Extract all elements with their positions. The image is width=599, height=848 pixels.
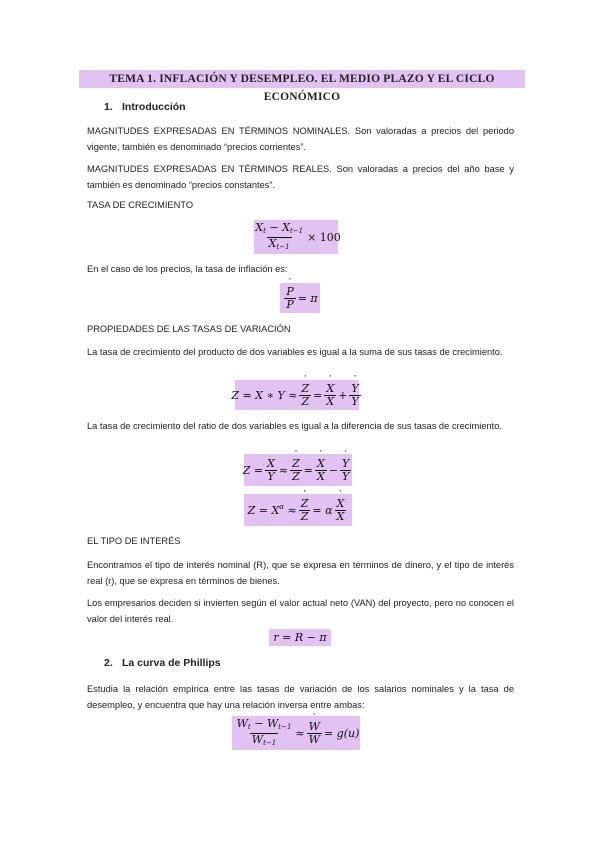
section-title: La curva de Phillips bbox=[122, 657, 221, 669]
section-heading-phillips bbox=[104, 657, 221, 669]
paragraph-phillips: Estudia la relación empírica entre las tasas de variación de los salarios nominales y la tasa de desempleo, y encuentra que hay una relación inversa entre ambas: bbox=[87, 684, 514, 710]
paragraph-inflacion: En el caso de los precios, la tasa de inflación es: bbox=[87, 264, 288, 274]
paragraph-producto: La tasa de crecimiento del producto de dos variables es igual a la suma de sus tasas de crecimiento. bbox=[87, 347, 503, 357]
label-tipo-interes: EL TIPO DE INTERÉS bbox=[87, 536, 181, 546]
equation-product-rule: Z = X ∗ Y ≈ ˙ $\frac{Z}{Z}$ = ˙ $\frac{X}{X}$ + ˙ $\frac{Y}{Y}$ bbox=[235, 380, 359, 410]
section-number: 1. bbox=[104, 101, 113, 113]
label-tasa-crecimiento: TASA DE CRECIMIENTO bbox=[87, 200, 194, 210]
equation-real-interest: r = R − π bbox=[269, 629, 331, 646]
section-heading-introduccion bbox=[104, 101, 186, 113]
equation-inflation: ˙ $\frac{P}{P}$ = π bbox=[280, 283, 320, 313]
paragraph-interes: Encontramos el tipo de interés nominal (R), que se expresa en términos de dinero, y el tipo de interés real (r), que se expresa en términos de bienes. bbox=[87, 560, 514, 586]
label-propiedades: PROPIEDADES DE LAS TASAS DE VARIACIÓN bbox=[87, 324, 291, 334]
equation-phillips: $\frac{W_t - W_{t-1}}{W_{t-1}}$ ≈ ˙ $\frac{W}{W}$ = g(u) bbox=[232, 716, 360, 750]
equation-power-rule: $Z = X^\alpha$ ≈ ˙ $\frac{Z}{Z}$ = α ˙ $\frac{X}{X}$ bbox=[244, 494, 352, 526]
paragraph-empresarios: Los empresarios deciden si invierten según el valor actual neto (VAN) del proyecto, pero no conocen el valor del interés real. bbox=[87, 598, 514, 624]
section-title: Introducción bbox=[122, 101, 186, 113]
equation-ratio-rule: Z = $\frac{X}{Y}$ ≈ ˙ $\frac{Z}{Z}$ = ˙ $\frac{X}{X}$ − ˙ $\frac{Y}{Y}$ bbox=[244, 454, 352, 486]
equation-factor: × 100 bbox=[307, 230, 341, 244]
equation-inflation-rhs: = π bbox=[297, 291, 318, 305]
document-title: TEMA 1. INFLACIÓN Y DESEMPLEO. EL MEDIO PLAZO Y EL CICLO ECONÓMICO bbox=[79, 70, 525, 88]
equation-growth-rate: $\frac{X_t - X_{t-1}}{X_{t-1}}$ × 100 bbox=[254, 220, 338, 254]
paragraph-ratio: La tasa de crecimiento del ratio de dos variables es igual a la diferencia de sus tasas de crecimiento. bbox=[87, 421, 502, 431]
section-number: 2. bbox=[104, 657, 113, 669]
paragraph-nominales: MAGNITUDES EXPRESADAS EN TÉRMINOS NOMINALES. Son valoradas a precios del periodo vigente, también es denominado “precios corrientes”. bbox=[87, 126, 514, 152]
paragraph-reales: MAGNITUDES EXPRESADAS EN TÉRMINOS REALES. Son valoradas a precios del año base y también es denominado “precios constantes”. bbox=[87, 164, 514, 190]
